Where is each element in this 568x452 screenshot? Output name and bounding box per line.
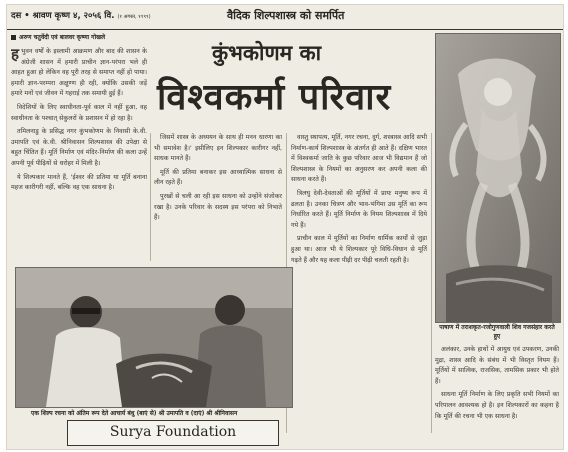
paragraph: हभुवन वर्षों के इस्लामी आक्रमण और बाद की शासन के अंग्रेजी शासन में हमारी प्राचीन ज्ञान-परंपरा भले ही आहत हुआ हो लेकिन वह पूरी तरह से समाप्त नहीं हो पाया। हमारी ज्ञान-परम्परा अक्षुण्ण ही रही, क्योंकि उसकी जड़ें हमारे मनों एवं जीवन में गहराई तक समायी हुई हैं। [11, 47, 147, 98]
artisans-at-work-image [16, 268, 292, 407]
issue-date: (१ अगस्त, १९९९) [117, 14, 151, 20]
byline-text: अरुण चतुर्वेदी एवं बालवर कृष्णा गोखले [19, 34, 106, 41]
byline [11, 33, 105, 41]
shiva-statue-image [436, 34, 560, 322]
paragraph: मूर्ति की प्रतिमा बनाकर इस आध्यात्मिक साधना से लीन रहते हैं। [154, 168, 282, 187]
newspaper-page [6, 4, 564, 450]
paragraph: तमिलनाडु के प्रसिद्ध नगर कुंभकोणम के निवासी के.वी. उमापति एवं के.वी. श्रीनिवासन शिल्पशास्त्र की उपेक्षा से बहुत चिंतित हैं। मूर्ति निर्माण एवं मंदिर-निर्माण की कला उन्हें अपनी पूर्व पीढ़ियों से धरोहर में मिली है। [11, 128, 147, 167]
drop-cap-icon: ह [11, 47, 19, 63]
footer-banner [67, 420, 279, 446]
artisans-caption: एक शिल्प रचना को अंतिम रूप देते आचार्य बंधु (बाएं से) श्री उमापति व (दाएं) श्री श्रीनिवासन [31, 410, 238, 417]
paragraph: अलंकार, उनके हाथों में आयुध एवं उपकरण, उनकी मुद्रा, शास्त्र आदि के संबंध में भी विस्तृत नियम हैं। मूर्तियों में सात्विक, राजसिक, तामसिक प्रकार भी होते हैं। [435, 346, 559, 385]
headline-line-2: विश्वकर्मा परिवार [157, 76, 392, 118]
article-column-3 [291, 133, 427, 433]
paragraph: पुरखों से चली आ रही इस साधना को उन्होंने संजोकर रखा है। उनके परिवार के सदस्य इस परंपरा को निभाते हैं। [154, 192, 282, 222]
column-divider [431, 133, 432, 433]
paragraph: साधना मूर्ति निर्माण के लिए प्रकृति सभी नियमों का परिपालन आवश्यक हो है। इन शिल्पकारों का कहना है कि मूर्ति की रचना भी एक साधना है। [435, 391, 559, 420]
paragraph: विदेशियों के लिए स्वाधीनता-पूर्व काल में नहीं हुआ, वह स्वाधीनता के पश्चात् सेकुलरों के प्रशासन में हो रहा है। [11, 103, 147, 122]
column-divider [150, 133, 151, 261]
issue-info [11, 10, 151, 21]
paragraph: जिसमें शास्त्र के अध्ययन के साथ ही मनन धारणा का भी समावेश है।' इसीलिए इन शिल्पकार कारीगर नहीं, साधक मानते हैं। [154, 134, 282, 163]
section-title: वैदिक शिल्पशास्त्र को समर्पित [227, 9, 345, 22]
paragraph: प्राचीन काल में मूर्तियों का निर्माण धार्मिक कार्यों से जुड़ा हुआ था। आज भी ये शिल्पकार पूरे विधि-विधान से मूर्ति गढ़ते हैं और यह कला पीढ़ी दर पीढ़ी चलती रहती है। [291, 235, 427, 264]
paragraph: ये शिल्पकार मानते हैं, 'ईश्वर की प्रतिमा या मूर्ति बनाना महज कारीगरी नहीं, बल्कि वह एक साधना है। [11, 173, 147, 192]
bullet-square-icon [11, 35, 16, 40]
footer-label: Surya Foundation [109, 424, 237, 440]
headline-line-1: कुंभकोणम का [212, 40, 322, 65]
issue-line: दस • श्रावण कृष्ण ४, २०५६ वि. [11, 11, 115, 21]
statue-photo [435, 33, 561, 323]
article-column-4 [435, 345, 559, 445]
masthead [7, 5, 563, 30]
article-column-1 [11, 47, 147, 261]
artisans-photo [15, 267, 293, 408]
article-column-2 [154, 133, 282, 261]
paragraph: त्रिलघु देवी-देवताओं की मूर्तियों में प्रायः मनुष्य रूप में ढलता है। उनका चित्रण और भाव-भंगिमा उस मूर्ति का रूप निर्धारित करते हैं। मूर्ति निर्माण के नियम शिल्पशास्त्र में दिये गये हैं। [291, 189, 427, 229]
statue-caption: पाषाण में तराशकृत-रजोगुणवाली शिव गजसंहार करते हुए [439, 324, 555, 340]
paragraph: वास्तु स्थापत्य, मूर्ति, नगर रचना, दुर्ग, शस्त्रास्त्र आदि सभी निर्माण-कार्य शिल्पशास्त्र के अंतर्गत ही आते हैं। दक्षिण भारत में विश्वकर्मा जाति के कुछ परिवार आज भी विद्यमान हैं जो शिल्पशास्त्र के नियमों का अनुसरण कर अपनी कला की साधना करते हैं। [291, 134, 427, 184]
